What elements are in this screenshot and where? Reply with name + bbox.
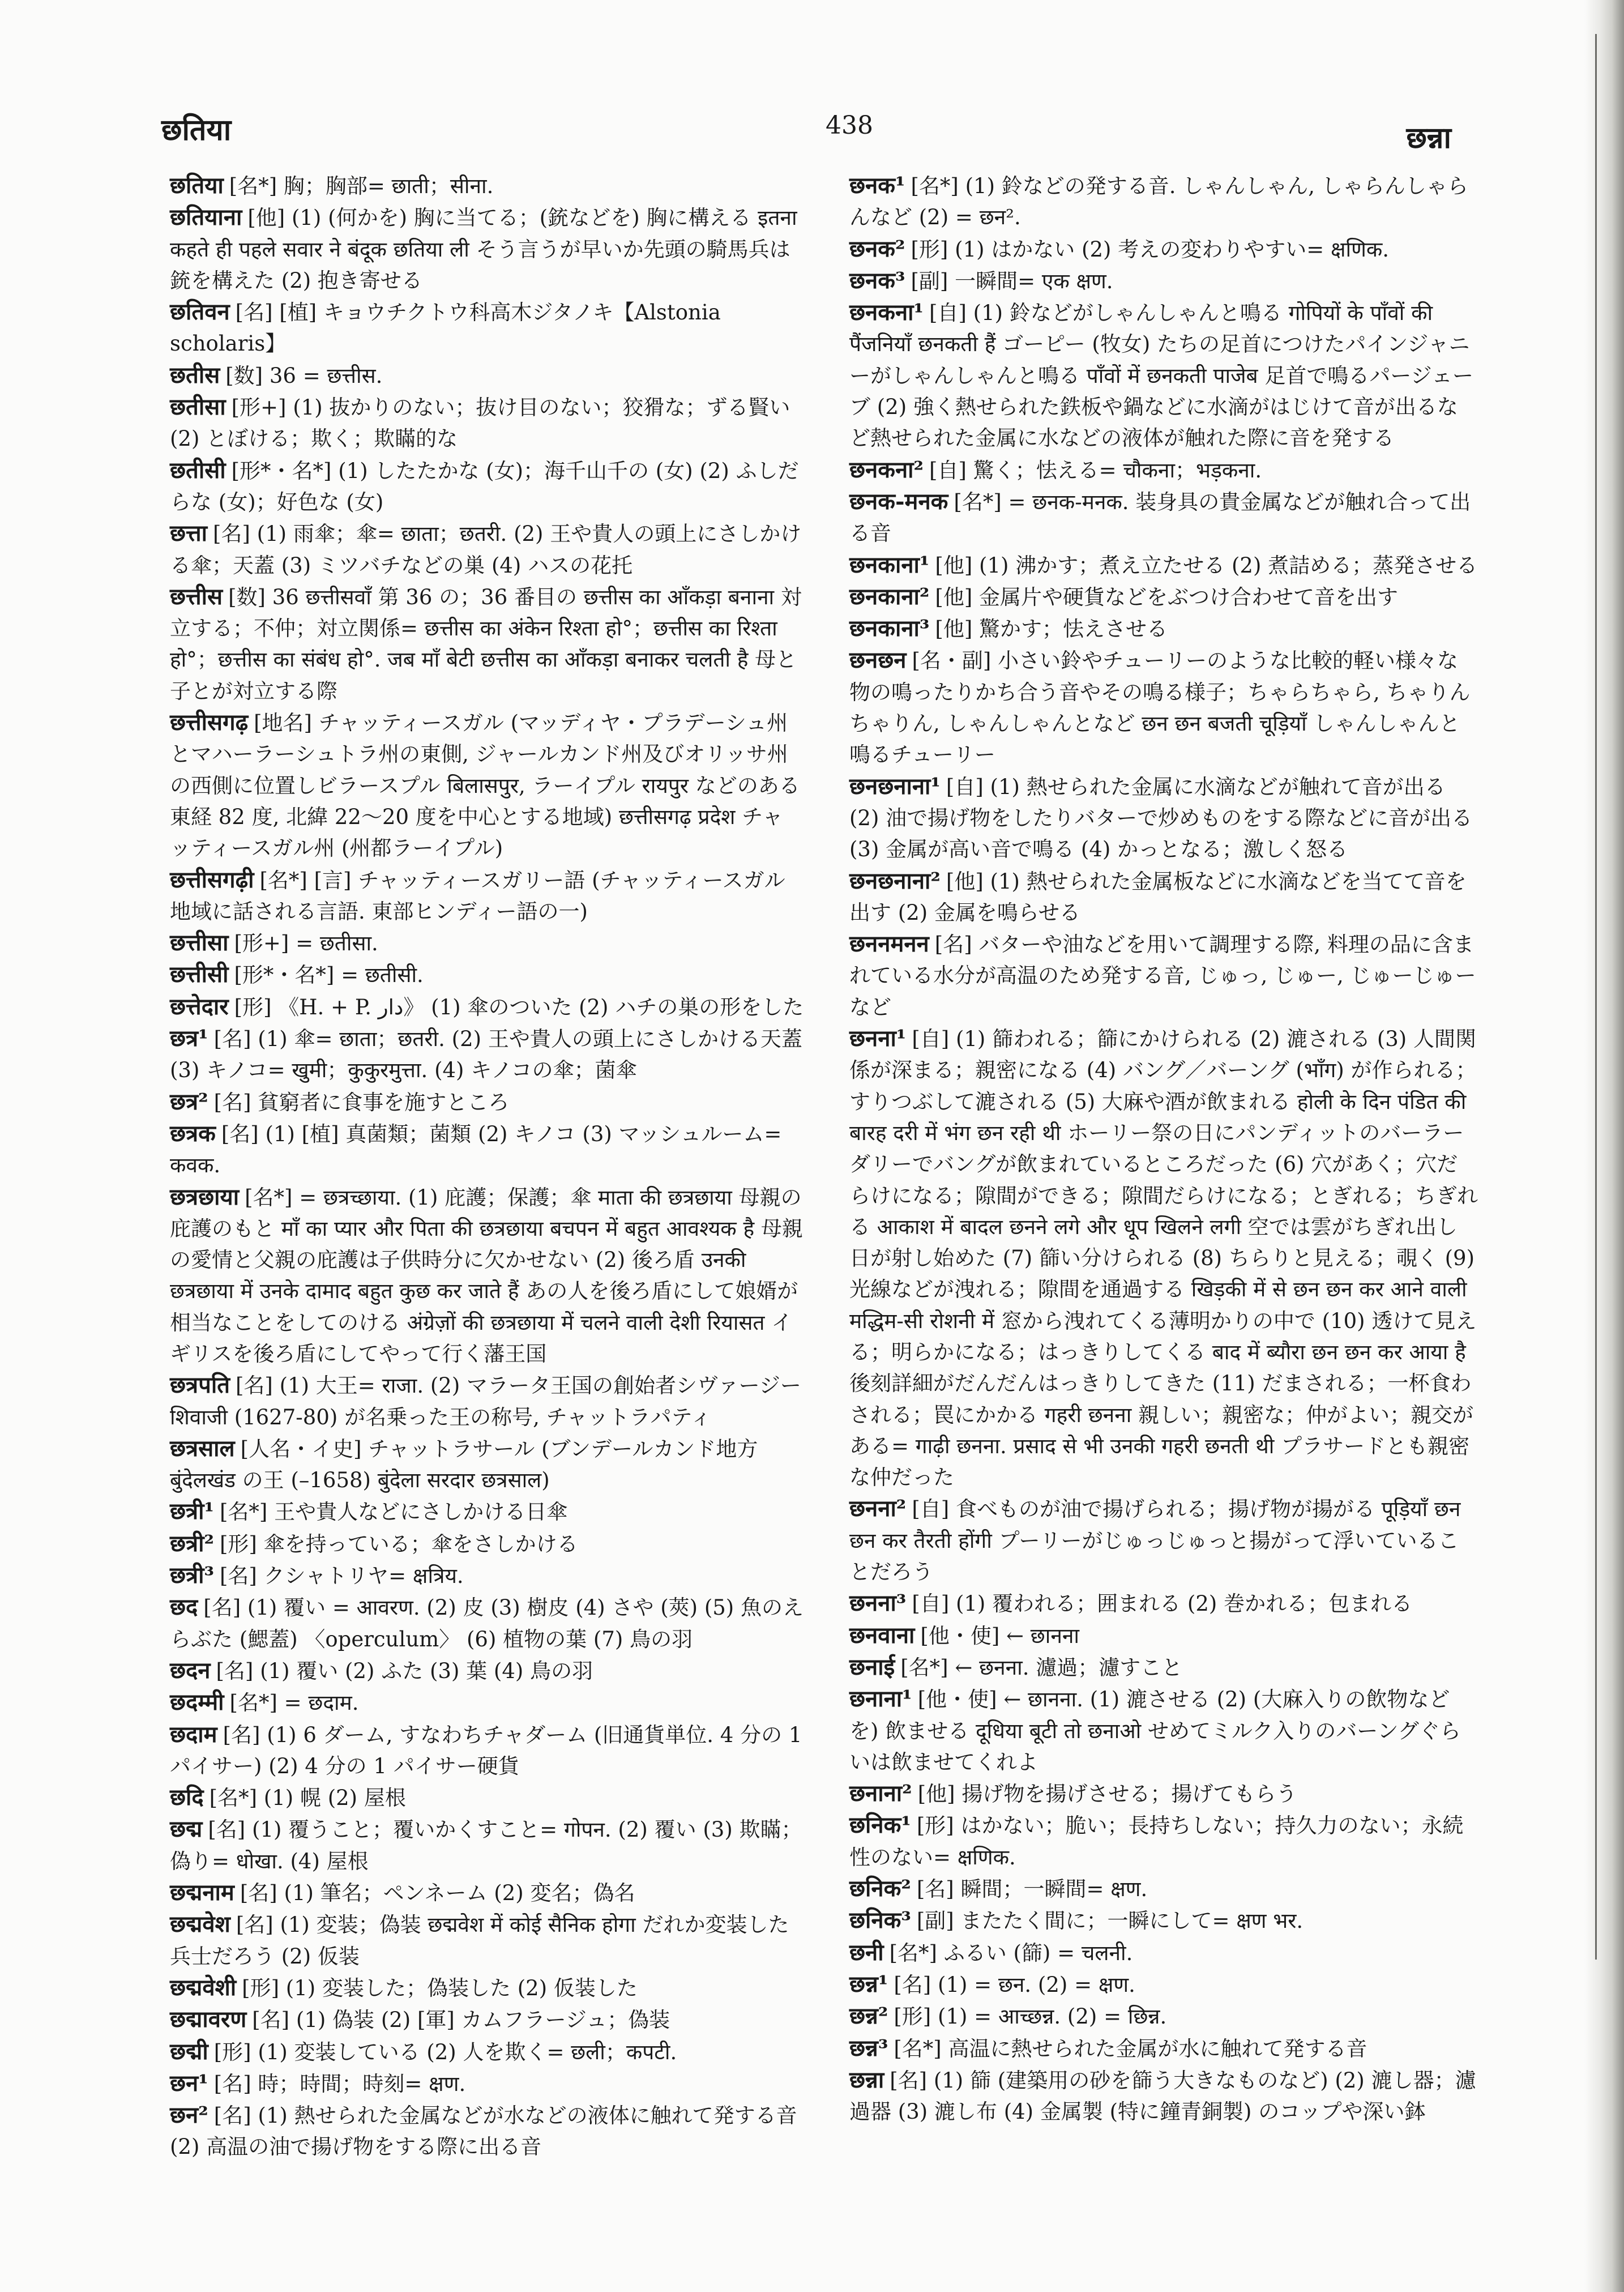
entry-gloss: [形] 《H. + P. دار》 (1) 傘のついた (2) ハチの巣の形をした bbox=[234, 995, 804, 1019]
dictionary-entry bbox=[849, 1493, 1478, 1587]
entry-headword: छद्मी bbox=[170, 2038, 208, 2065]
entry-headword: छनकना¹ bbox=[849, 299, 924, 326]
dictionary-entry bbox=[170, 1496, 804, 1527]
dictionary-entry bbox=[170, 2036, 804, 2068]
right-column bbox=[849, 170, 1478, 2127]
dictionary-entry bbox=[170, 1687, 804, 1718]
dictionary-entry bbox=[170, 202, 804, 296]
entry-headword: छनक¹ bbox=[849, 172, 905, 199]
dictionary-entry bbox=[849, 645, 1478, 770]
entry-headword: छद bbox=[170, 1594, 198, 1621]
entry-gloss: [自] (1) 篩われる；篩にかけられる (2) 漉される (3) 人間関係が深まる；親密になる (4) バング／バーング (भाँग) が作られる；すりつぶして漉される (5) 大麻や酒が飲まれる होली के दिन पंडित की बारह दरी में भंग छन रही थी ホーリー祭の日にパンディットのバーラーダリーでバングが飲まれているところだった (6) 穴があく；穴だらけになる；隙間ができる；隙間だらけになる；とぎれる；ちぎれる आकाश में बादल छनने लगे और धूप खिलने लगी 空では雲がちぎれ出し日が射し始めた (7) 篩い分けられる (8) ちらりと見える；覗く (9) 光線などが洩れる；隙間を通過する खिड़की में से छन छन कर आने वाली मद्धिम-सी रोशनी में 窓から洩れてくる薄明かりの中で (10) 透けて見える；明らかになる；はっきりしてくる बाद में ब्यौरा छन छन कर आया है 後刻詳細がだんだんはっきりしてきた (11) だまされる；一杯食わされる；罠にかかる गहरी छनना 親しい；親密な；仲がよい；親交がある= गाढ़ी छनना. प्रसाद से भी उनकी गहरी छनती थी プラサードとも親密な仲だった bbox=[849, 1027, 1478, 1490]
entry-headword: छतिवन bbox=[170, 298, 230, 326]
entry-headword: छदि bbox=[170, 1784, 204, 1811]
dictionary-entry bbox=[170, 455, 804, 518]
entry-gloss: [名*] 高温に熱せられた金属が水に触れて発する音 bbox=[894, 2036, 1367, 2061]
dictionary-entry bbox=[170, 959, 804, 991]
entry-headword: छत्तीसगढ़ी bbox=[170, 866, 254, 893]
entry-gloss: [名*] = छनक-मनक. 装身具の貴金属などが触れ合って出る音 bbox=[849, 489, 1471, 546]
entry-headword: छनकाना² bbox=[849, 583, 930, 610]
entry-gloss: [自] (1) 熱せられた金属に水滴などが触れて音が出る (2) 油で揚げ物をしたりバターで炒めものをする際などに音が出る (3) 金属が高い音で鳴る (4) かっとなる；激しく怒る bbox=[849, 774, 1473, 862]
dictionary-entry bbox=[849, 928, 1478, 1023]
dictionary-entry bbox=[849, 265, 1478, 297]
entry-headword: छनछन bbox=[849, 647, 907, 674]
dictionary-entry bbox=[849, 1809, 1478, 1873]
entry-gloss: [名] 時；時間；時刻= क्षण. bbox=[213, 2071, 466, 2096]
entry-gloss: [形] 傘を持っている；傘をさしかける bbox=[220, 1531, 578, 1556]
entry-headword: छनाना¹ bbox=[849, 1685, 912, 1713]
entry-gloss: [形+] = छतीसा. bbox=[234, 931, 378, 956]
entry-headword: छनक³ bbox=[849, 267, 905, 294]
dictionary-entry bbox=[170, 1433, 804, 1496]
entry-headword: छनवाना bbox=[849, 1621, 915, 1649]
entry-headword: छत्रसाल bbox=[170, 1435, 235, 1462]
entry-gloss: [名] (1) 6 ダーム, すなわちチャダーム (旧通貨単位. 4 分の 1 パイサー) (2) 4 分の 1 パイサー硬貨 bbox=[170, 1722, 802, 1778]
dictionary-entry bbox=[849, 454, 1478, 486]
dictionary-entry bbox=[170, 1086, 804, 1118]
dictionary-entry bbox=[849, 1587, 1478, 1619]
entry-headword: छद्मवेशी bbox=[170, 1974, 237, 2001]
dictionary-entry bbox=[849, 1778, 1478, 1809]
entry-gloss: [形] (1) 変装した；偽装した (2) 仮装した bbox=[242, 1975, 638, 2000]
entry-gloss: [他] 驚かす；怯えさせる bbox=[935, 617, 1168, 642]
entry-gloss: [名*] 王や貴人などにさしかける日傘 bbox=[220, 1500, 568, 1525]
entry-headword: छनिक¹ bbox=[849, 1812, 911, 1839]
entry-headword: छतीसी bbox=[170, 456, 226, 484]
entry-headword: छत्र² bbox=[170, 1088, 208, 1115]
entry-headword: छनछनाना² bbox=[849, 867, 941, 894]
entry-headword: छदम्मी bbox=[170, 1689, 224, 1716]
entry-headword: छत्रछाया bbox=[170, 1183, 240, 1210]
entry-headword: छननमनन bbox=[849, 931, 929, 958]
dictionary-entry bbox=[170, 296, 804, 360]
entry-gloss: [自] (1) 覆われる；囲まれる (2) 巻かれる；包まれる bbox=[912, 1591, 1413, 1616]
entry-gloss: [名] (1) [植] 真菌類；菌類 (2) キノコ (3) マッシュルーム= कवक. bbox=[170, 1121, 782, 1178]
right-guide-word: छन्ना bbox=[1406, 121, 1451, 155]
entry-headword: छत्तेदार bbox=[170, 993, 229, 1020]
entry-gloss: [形] (1) 変装している (2) 人を欺く= छली；कपटी. bbox=[213, 2039, 677, 2064]
entry-headword: छत्री² bbox=[170, 1530, 214, 1557]
dictionary-entry bbox=[170, 1560, 804, 1591]
entry-gloss: [名] [植] キョウチクトウ科高木ジタノキ【Alstonia scholaris】 bbox=[170, 300, 721, 356]
dictionary-entry bbox=[849, 1620, 1478, 1651]
entry-gloss: [名] バターや油などを用いて調理する際, 料理の品に含まれている水分が高温のため発する音, じゅっ, じゅー, じゅーじゅーなど bbox=[849, 932, 1476, 1019]
entry-gloss: [他・使] ← छानना bbox=[920, 1623, 1079, 1648]
entry-gloss: [名] (1) 大王= राजा. (2) マラータ王国の創始者シヴァージー शिवाजी (1627-80) が名乗った王の称号, チャットラパティ bbox=[170, 1373, 801, 1429]
entry-gloss: [名] (1) = छन. (2) = क्षण. bbox=[894, 1972, 1135, 1997]
entry-headword: छन्ना bbox=[849, 2066, 884, 2093]
entry-headword: छद्मनाम bbox=[170, 1879, 234, 1906]
entry-gloss: [地名] チャッティースガル (マッディヤ・プラデーシュ州とマハーラーシュトラ州の東側, ジャールカンド州及びオリッサ州の西側に位置しビラースプル बिलासपुर, ラーイプル रायपुर などのある東経 82 度, 北緯 22～20 度を中心とする地域) छत्तीसगढ़ प्रदेश チャッティースガル州 (州都ラーイプル) bbox=[170, 711, 800, 861]
entry-gloss: [副] またたく間に；一瞬にして= क्षण भर. bbox=[916, 1909, 1304, 1934]
entry-gloss: [名*] 胸；胸部= छाती；सीना. bbox=[229, 174, 494, 198]
dictionary-entry bbox=[170, 1118, 804, 1181]
dictionary-entry bbox=[849, 1969, 1478, 2000]
entry-gloss: [形] はかない；脆い；長持ちしない；持久力のない；永続性のない= क्षणिक. bbox=[849, 1813, 1464, 1870]
entry-gloss: [名] (1) 覆い (2) ふた (3) 葉 (4) 鳥の羽 bbox=[216, 1658, 593, 1683]
dictionary-entry bbox=[170, 1023, 804, 1086]
entry-headword: छनाना² bbox=[849, 1780, 912, 1807]
page-number: 438 bbox=[826, 111, 873, 140]
entry-headword: छद्मवेश bbox=[170, 1911, 230, 1938]
entry-gloss: [名] クシャトリヤ= क्षत्रिय. bbox=[220, 1564, 464, 1589]
dictionary-entry bbox=[170, 1877, 804, 1909]
entry-gloss: [名] 貧窮者に食事を施すところ bbox=[213, 1090, 510, 1115]
entry-headword: छनिक² bbox=[849, 1875, 911, 1902]
entry-gloss: [他] (1) 沸かす；煮え立たせる (2) 煮詰める；蒸発させる bbox=[935, 553, 1478, 578]
entry-headword: छनकना² bbox=[849, 456, 924, 483]
entry-gloss: [名] (1) 筆名；ペンネーム (2) 変名；偽名 bbox=[240, 1881, 635, 1906]
entry-gloss: [名] (1) 雨傘；傘= छाता；छतरी. (2) 王や貴人の頭上にさしかける傘；天蓋 (3) ミツバチなどの巣 (4) ハスの花托 bbox=[170, 522, 802, 578]
entry-gloss: [数] 36 = छत्तीस. bbox=[225, 363, 383, 388]
dictionary-entry bbox=[170, 1719, 804, 1782]
entry-headword: छत्री¹ bbox=[170, 1498, 214, 1525]
entry-headword: छतियाना bbox=[170, 204, 242, 231]
dictionary-entry bbox=[849, 1023, 1478, 1493]
entry-headword: छनी bbox=[849, 1939, 884, 1966]
dictionary-entry bbox=[170, 2099, 804, 2163]
entry-gloss: [名*] (1) 鈴などの発する音. しゃんしゃん, しゃらんしゃらんなど (2) = छन². bbox=[849, 174, 1468, 230]
dictionary-entry bbox=[849, 1905, 1478, 1936]
dictionary-entry bbox=[170, 2068, 804, 2099]
dictionary-entry bbox=[170, 1591, 804, 1655]
dictionary-entry bbox=[170, 991, 804, 1023]
entry-headword: छतीस bbox=[170, 361, 220, 389]
dictionary-entry bbox=[849, 233, 1478, 265]
dictionary-entry bbox=[849, 297, 1478, 454]
left-guide-word: छतिया bbox=[161, 113, 232, 147]
dictionary-entry bbox=[849, 1651, 1478, 1683]
entry-gloss: [自] (1) 鈴などがしゃんしゃんと鳴る गोपियों के पाँवों की पैंजनियाँ छनकती हैं ゴーピー (牧女) たちの足首につけたパインジャニーがしゃんしゃんと鳴る पाँवों में छनकती पाजेब 足首で鳴るパージェーブ (2) 強く熱せられた鉄板や鍋などに水滴がはじけて音が出るなど熱せられた金属に水などの液体が触れた際に音を発する bbox=[849, 301, 1473, 451]
entry-gloss: [他・使] ← छानना. (1) 漉させる (2) (大麻入りの飲物などを) 飲ませる दूधिया बूटी तो छनाओ せめてミルク入りのバーングぐらいは飲ませてくれよ bbox=[849, 1687, 1461, 1774]
dictionary-entry bbox=[849, 549, 1478, 581]
entry-gloss: [名*] [言] チャッティースガリー語 (チャッティースガル地域に話される言語. 東部ヒンディー語の一) bbox=[170, 868, 785, 924]
running-header bbox=[0, 109, 1624, 154]
dictionary-entry bbox=[170, 170, 804, 202]
entry-headword: छनक² bbox=[849, 235, 905, 262]
dictionary-entry bbox=[849, 170, 1478, 233]
entry-gloss: [名*] = छत्रच्छाया. (1) 庇護；保護；傘 माता की छत्रछाया 母親の庇護のもと माँ का प्यार और पिता की छत्रछाया बचपन में बहुत आवश्यक है 母親の愛情と父親の庇護は子供時分に欠かせない (2) 後ろ盾 उनकी छत्रछाया में उनके दामाद बहुत कुछ कर जाते हैं あの人を後ろ盾にして娘婿が相当なことをしてのける अंग्रेज़ों की छत्रछाया में चलने वाली देशी रियासत イギリスを後ろ盾にしてやって行く藩王国 bbox=[170, 1185, 803, 1366]
dictionary-entry bbox=[170, 707, 804, 864]
entry-gloss: [名] (1) 傘= छाता；छतरी. (2) 王や貴人の頭上にさしかける天蓋 (3) キノコ= खुमी；कुकुरमुत्ता. (4) キノコの傘；菌傘 bbox=[170, 1027, 802, 1083]
dictionary-entry bbox=[849, 1873, 1478, 1905]
entry-gloss: [副] 一瞬間= एक क्षण. bbox=[911, 268, 1113, 293]
dictionary-entry bbox=[849, 486, 1478, 549]
entry-gloss: [形] (1) = आच्छन्न. (2) = छिन्न. bbox=[894, 2004, 1167, 2029]
entry-headword: छत्तीसगढ़ bbox=[170, 709, 249, 736]
dictionary-entry bbox=[170, 1181, 804, 1370]
dictionary-entry bbox=[170, 1655, 804, 1687]
dictionary-entry bbox=[170, 2004, 804, 2035]
entry-headword: छनना¹ bbox=[849, 1025, 907, 1052]
entry-gloss: [自] 食べものが油で揚げられる；揚げ物が揚がる पूड़ियाँ छन छन कर तैरती होंगी プーリーがじゅっじゅっと揚がって浮いていることだろう bbox=[849, 1497, 1461, 1585]
dictionary-entry bbox=[849, 1937, 1478, 1969]
entry-headword: छन¹ bbox=[170, 2069, 208, 2097]
entry-headword: छन्न³ bbox=[849, 2034, 888, 2061]
entry-gloss: [数] 36 छत्तीसवाँ 第 36 の；36 番目の छत्तीस का आँकड़ा बनाना 対立する；不仲；対立関係= छत्तीस का अंकेन रिश्ता हो°；छत्तीस का रिश्ता हो°；छत्तीस का संबंध हो°. जब माँ बेटी छत्तीस का आँकड़ा बनाकर चलती है 母と子とが対立する際 bbox=[170, 584, 802, 703]
entry-gloss: [名*] ← छनना. 濾過；濾すこと bbox=[900, 1655, 1183, 1680]
entry-headword: छनना³ bbox=[849, 1590, 907, 1617]
dictionary-entry bbox=[849, 2000, 1478, 2032]
dictionary-entry bbox=[849, 2033, 1478, 2064]
dictionary-entry bbox=[170, 518, 804, 581]
entry-headword: छद्मावरण bbox=[170, 2006, 247, 2033]
entry-headword: छन्न¹ bbox=[849, 1970, 888, 1998]
entry-headword: छनना² bbox=[849, 1495, 907, 1522]
entry-headword: छतीसा bbox=[170, 394, 226, 421]
entry-gloss: [他] (1) (何かを) 胸に当てる；(銃などを) 胸に構える इतना कहते ही पहले सवार ने बंदूक छतिया ली そう言うが早いか先頭の騎馬兵は銃を構えた (2) 抱き寄せる bbox=[170, 206, 797, 293]
entry-gloss: [形*・名*] = छतीसी. bbox=[234, 963, 424, 988]
dictionary-entry bbox=[849, 865, 1478, 929]
entry-headword: छनछनाना¹ bbox=[849, 772, 941, 800]
entry-headword: छत्री³ bbox=[170, 1562, 214, 1589]
entry-gloss: [名] (1) 篩 (建築用の砂を篩う大きなものなど) (2) 漉し器；濾過器 (3) 漉し布 (4) 金属製 (特に鐘青銅製) のコップや深い鉢 bbox=[849, 2068, 1476, 2124]
dictionary-entry bbox=[849, 2064, 1478, 2128]
entry-headword: छत्रपति bbox=[170, 1372, 230, 1399]
entry-gloss: [形+] (1) 抜かりのない；抜け目のない；狡猾な；ずる賢い (2) とぼける；欺く；欺瞞的な bbox=[170, 395, 790, 451]
entry-headword: छनिक³ bbox=[849, 1907, 911, 1934]
dictionary-entry bbox=[170, 1528, 804, 1560]
entry-gloss: [名] (1) 熱せられた金属などが水などの液体に触れて発する音 (2) 高温の油で揚げ物をする際に出る音 bbox=[170, 2103, 797, 2159]
entry-gloss: [名] (1) 覆い = आवरण. (2) 皮 (3) 樹皮 (4) さや (莢) (5) 魚のえらぶた (鰓蓋) 〈operculum〉 (6) 植物の葉 (7) 鳥の羽 bbox=[170, 1595, 804, 1651]
entry-gloss: [名] 瞬間；一瞬間= क्षण. bbox=[916, 1877, 1148, 1902]
entry-gloss: [人名・イ史] チャットラサール (ブンデールカンド地方 बुंदेलखंड の王 (–1658) बुंदेला सरदार छत्रसाल) bbox=[170, 1436, 758, 1493]
entry-headword: छन्न² bbox=[849, 2003, 888, 2030]
entry-gloss: [名*] (1) 幌 (2) 屋根 bbox=[209, 1786, 406, 1811]
entry-gloss: [他] 揚げ物を揚げさせる；揚げてもらう bbox=[917, 1782, 1297, 1807]
entry-headword: छदाम bbox=[170, 1721, 217, 1748]
spine-edge-line bbox=[1595, 34, 1597, 1960]
entry-gloss: [他] (1) 熱せられた金属板などに水滴などを当てて音を出す (2) 金属を鳴らせる bbox=[849, 869, 1467, 925]
entry-headword: छत्तीस bbox=[170, 583, 223, 610]
entry-headword: छत्ता bbox=[170, 520, 208, 547]
entry-gloss: [名] (1) 偽装 (2) [軍] カムフラージュ；偽装 bbox=[252, 2008, 670, 2033]
dictionary-entry bbox=[849, 613, 1478, 645]
entry-headword: छनकाना³ bbox=[849, 615, 930, 642]
entry-gloss: [形] (1) はかない (2) 考えの変わりやすい= क्षणिक. bbox=[911, 237, 1390, 262]
book-spine-shadow bbox=[1584, 0, 1624, 2292]
entry-headword: छद्म bbox=[170, 1816, 203, 1843]
dictionary-entry bbox=[170, 1782, 804, 1813]
entry-headword: छत्र¹ bbox=[170, 1025, 208, 1052]
dictionary-entry bbox=[849, 771, 1478, 865]
dictionary-entry bbox=[170, 927, 804, 959]
entry-headword: छत्तीसी bbox=[170, 961, 229, 988]
entry-headword: छनाई bbox=[849, 1653, 895, 1680]
dictionary-entry bbox=[170, 391, 804, 455]
dictionary-entry bbox=[170, 864, 804, 928]
entry-gloss: [名*] ふるい (篩) = चलनी. bbox=[889, 1940, 1133, 1965]
entry-gloss: [他] 金属片や硬貨などをぶつけ合わせて音を出す bbox=[935, 584, 1399, 609]
entry-gloss: [形*・名*] (1) したたかな (女)；海千山千の (女) (2) ふしだらな (女)；好色な (女) bbox=[170, 458, 799, 514]
entry-gloss: [名*] = छदाम. bbox=[229, 1691, 359, 1715]
dictionary-entry bbox=[849, 581, 1478, 613]
left-column bbox=[170, 170, 804, 2163]
dictionary-entry bbox=[170, 581, 804, 707]
entry-headword: छदन bbox=[170, 1657, 211, 1684]
entry-gloss: [名] (1) 覆うこと；覆いかくすこと= गोपन. (2) 覆い (3) 欺瞞；偽り= धोखा. (4) 屋根 bbox=[170, 1817, 802, 1873]
entry-gloss: [自] 驚く；怯える= चौकना；भड़कना. bbox=[929, 458, 1262, 483]
dictionary-entry bbox=[170, 360, 804, 391]
entry-headword: छनक-मनक bbox=[849, 488, 948, 515]
entry-gloss: [名] (1) 変装；偽装 छद्मवेश में कोई सैनिक होगा だれか変装した兵士だろう (2) 仮装 bbox=[170, 1913, 789, 1969]
entry-headword: छतिया bbox=[170, 172, 224, 199]
dictionary-entry bbox=[170, 1369, 804, 1433]
dictionary-entry bbox=[849, 1683, 1478, 1778]
entry-headword: छन² bbox=[170, 2102, 208, 2129]
entry-headword: छत्रक bbox=[170, 1120, 216, 1147]
dictionary-entry bbox=[170, 1813, 804, 1877]
dictionary-entry bbox=[170, 1909, 804, 1972]
entry-headword: छनकाना¹ bbox=[849, 551, 930, 578]
entry-headword: छत्तीसा bbox=[170, 929, 229, 957]
dictionary-entry bbox=[170, 1972, 804, 2004]
entry-gloss: [名・副] 小さい鈴やチューリーのような比較的軽い様々な物の鳴ったりかち合う音やその鳴る様子；ちゃらちゃら, ちゃりんちゃりん, しゃんしゃんとなど छन छन बजती चूड़ियाँ しゃんしゃんと鳴るチューリー bbox=[849, 648, 1471, 767]
